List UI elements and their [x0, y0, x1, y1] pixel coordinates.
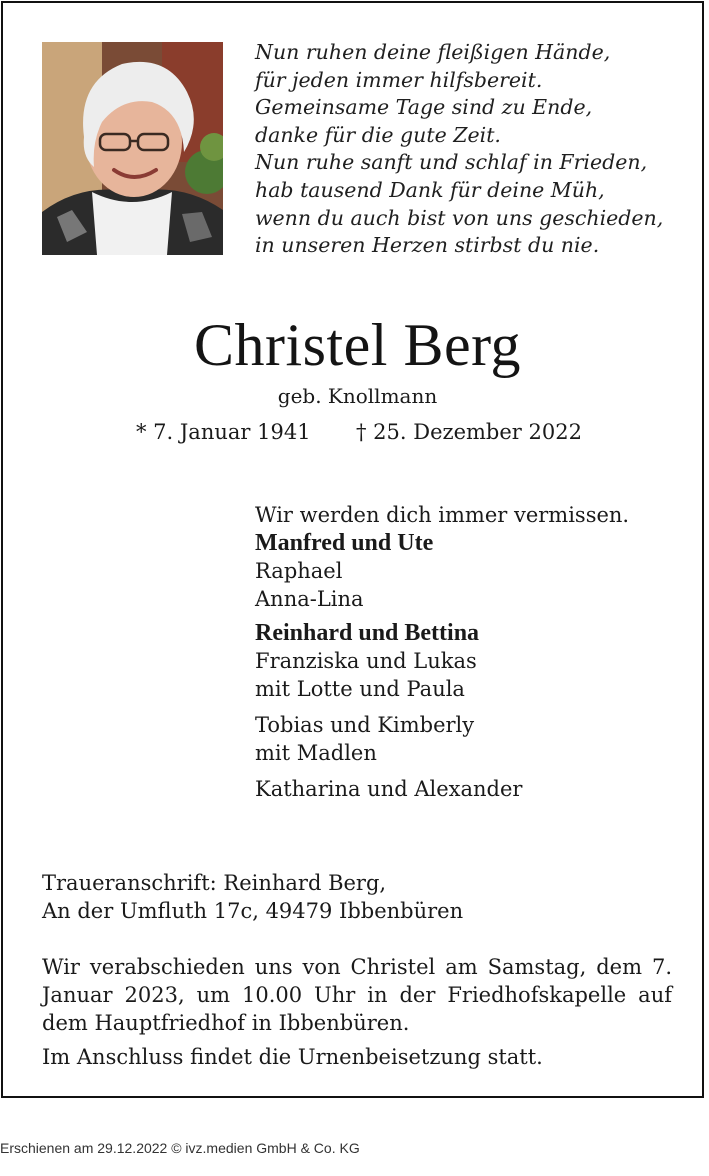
family-group-head: Reinhard und Bettina: [255, 620, 480, 646]
poem-line: für jeden immer hilfsbereit.: [255, 67, 543, 92]
family-member: Raphael: [255, 559, 343, 583]
maiden-name: geb. Knollmann: [277, 384, 438, 408]
mourning-address: [42, 869, 672, 925]
family-member: mit Lotte und Paula: [255, 677, 465, 701]
poem-line: danke für die gute Zeit.: [255, 122, 501, 147]
farewell-line: Wir werden dich immer vermissen.: [255, 503, 630, 527]
address-line: Traueranschrift: Reinhard Berg,: [42, 871, 387, 895]
closing-note: Im Anschluss findet die Urnenbeisetzung statt.: [42, 1045, 543, 1069]
family-member: mit Madlen: [255, 741, 377, 765]
poem-line: Nun ruhe sanft und schlaf in Frieden,: [255, 150, 648, 175]
poem-line: Gemeinsame Tage sind zu Ende,: [255, 95, 593, 120]
address-line: An der Umfluth 17c, 49479 Ibbenbüren: [42, 899, 464, 923]
ceremony-notice: Wir verabschieden uns von Christel am Samstag, dem 7. Januar 2023, um 10.00 Uhr in der Friedhofskapelle auf dem Hauptfriedhof in Ibbenbüren.: [42, 955, 672, 1035]
death-date: † 25. Dezember 2022: [356, 420, 582, 444]
birth-date: * 7. Januar 1941: [136, 420, 311, 444]
obituary-frame: [1, 1, 704, 1098]
poem-line: hab tausend Dank für deine Müh,: [255, 177, 605, 202]
family-signatures: [255, 501, 695, 803]
publication-footer: Erschienen am 29.12.2022 © ivz.medien GmbH & Co. KG: [0, 1140, 360, 1156]
family-member: Katharina und Alexander: [255, 777, 523, 801]
life-dates: [136, 418, 582, 446]
poem-line: in unseren Herzen stirbst du nie.: [255, 233, 600, 258]
portrait-photo: [42, 42, 223, 255]
family-member: Tobias und Kimberly: [255, 713, 475, 737]
poem: [255, 39, 685, 260]
deceased-name: Christel Berg: [193, 312, 522, 378]
poem-line: Nun ruhen deine fleißigen Hände,: [255, 40, 611, 64]
family-group-head: Manfred und Ute: [255, 530, 434, 556]
family-member: Franziska und Lukas: [255, 649, 477, 673]
family-member: Anna-Lina: [255, 587, 364, 611]
poem-line: wenn du auch bist von uns geschieden,: [255, 205, 664, 230]
